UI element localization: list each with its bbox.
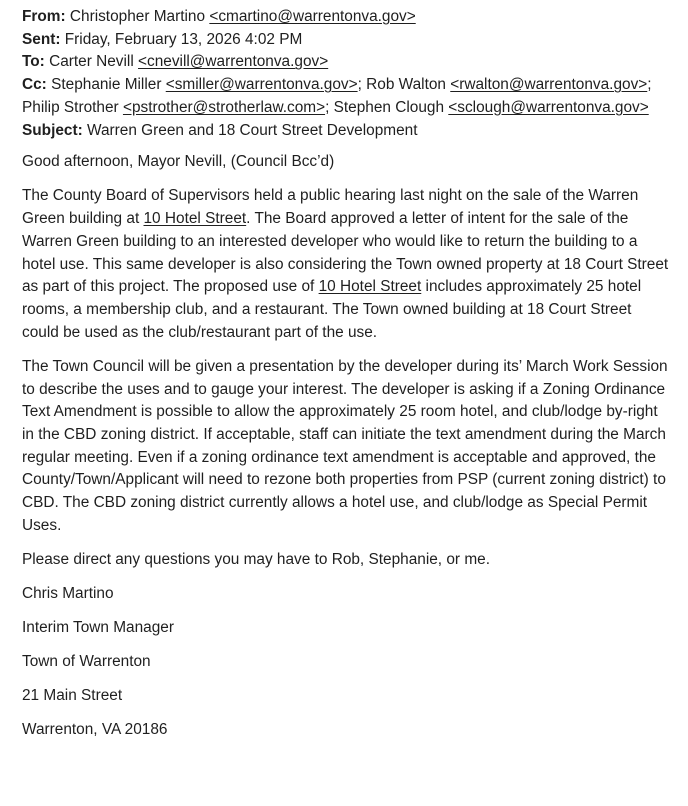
from-name: Christopher Martino (69, 8, 206, 25)
cc-name: Rob Walton (366, 76, 446, 94)
to-line (22, 51, 670, 74)
cc-email-link[interactable]: <rwalton@warrentonva.gov> (450, 76, 648, 94)
body-paragraph-1 (22, 185, 670, 344)
signature-street: 21 Main Street (22, 687, 123, 705)
cc-name: Stephanie Miller (51, 76, 162, 94)
from-line (22, 6, 670, 29)
sent-value: Friday, February 13, 2026 4:02 PM (64, 30, 303, 48)
cc-name: Philip Strother (22, 98, 119, 116)
signature-org: Town of Warrenton (22, 653, 151, 671)
signature-title: Interim Town Manager (22, 619, 174, 637)
cc-line (22, 74, 670, 119)
subject-line (22, 120, 670, 143)
cc-name: Stephen Clough (333, 98, 445, 116)
subject-label: Subject: (22, 121, 83, 139)
subject-value: Warren Green and 18 Court Street Development (87, 121, 418, 139)
cc-email-link[interactable]: <smiller@warrentonva.gov> (165, 76, 358, 94)
cc-email-link[interactable]: <pstrother@strotherlaw.com> (122, 98, 326, 116)
paragraph-text: The County Board of Supervisors held a public hearing last night on the sale of the Warren Green building at (22, 187, 639, 228)
sent-label: Sent: (22, 30, 61, 48)
body-paragraph-2: The Town Council will be given a presentation by the developer during its’ March Work Session to describe the uses and to gauge your interest. The developer is asking if a Zoning Ordinance Text Amendment is possible to allow the approximately 25 room hotel, and club/lodge by-right in the CBD zoning district. If acceptable, staff can initiate the text amendment during the March regular meeting. Even if a zoning ordinance text amendment is acceptable and approved, the County/Town/Applicant will need to rezone both properties from PSP (current zoning district) to CBD. The CBD zoning district currently allows a hotel use, and club/lodge as Special Permit Uses. (22, 357, 668, 534)
sent-line (22, 29, 670, 52)
body-paragraph-3: Please direct any questions you may have to Rob, Stephanie, or me. (22, 550, 490, 568)
from-email-link[interactable]: <cmartino@warrentonva.gov> (209, 8, 416, 25)
cc-separator: ; (647, 76, 652, 94)
signature-name: Chris Martino (22, 585, 114, 603)
to-label: To: (22, 53, 45, 71)
cc-label: Cc: (22, 76, 47, 94)
cc-separator: ; (325, 98, 334, 116)
address-link-10-hotel-street[interactable]: 10 Hotel Street (318, 278, 422, 296)
signature-city: Warrenton, VA 20186 (22, 721, 168, 739)
cc-email-link[interactable]: <sclough@warrentonva.gov> (448, 98, 649, 116)
paragraph-text: includes approximately 25 hotel rooms, a membership club, and a restaurant. The Town owned building at 18 Court Street could be used as the club/restaurant part of the use. (22, 278, 642, 341)
address-link-10-hotel-street[interactable]: 10 Hotel Street (143, 210, 247, 228)
greeting: Good afternoon, Mayor Nevill, (Council Bcc’d) (22, 153, 335, 171)
paragraph-text: . The Board approved a letter of intent for the sale of the Warren Green building to an interested developer who would like to return the building to a hotel use. This same developer is also considering the Town owned property at 18 Court Street as part of this project. The proposed use of (22, 210, 669, 296)
cc-separator: ; (357, 76, 367, 94)
from-label: From: (22, 8, 66, 25)
email-header (22, 6, 670, 142)
signature (22, 583, 670, 742)
to-email-link[interactable]: <cnevill@warrentonva.gov> (138, 53, 329, 71)
to-name: Carter Nevill (49, 53, 134, 71)
